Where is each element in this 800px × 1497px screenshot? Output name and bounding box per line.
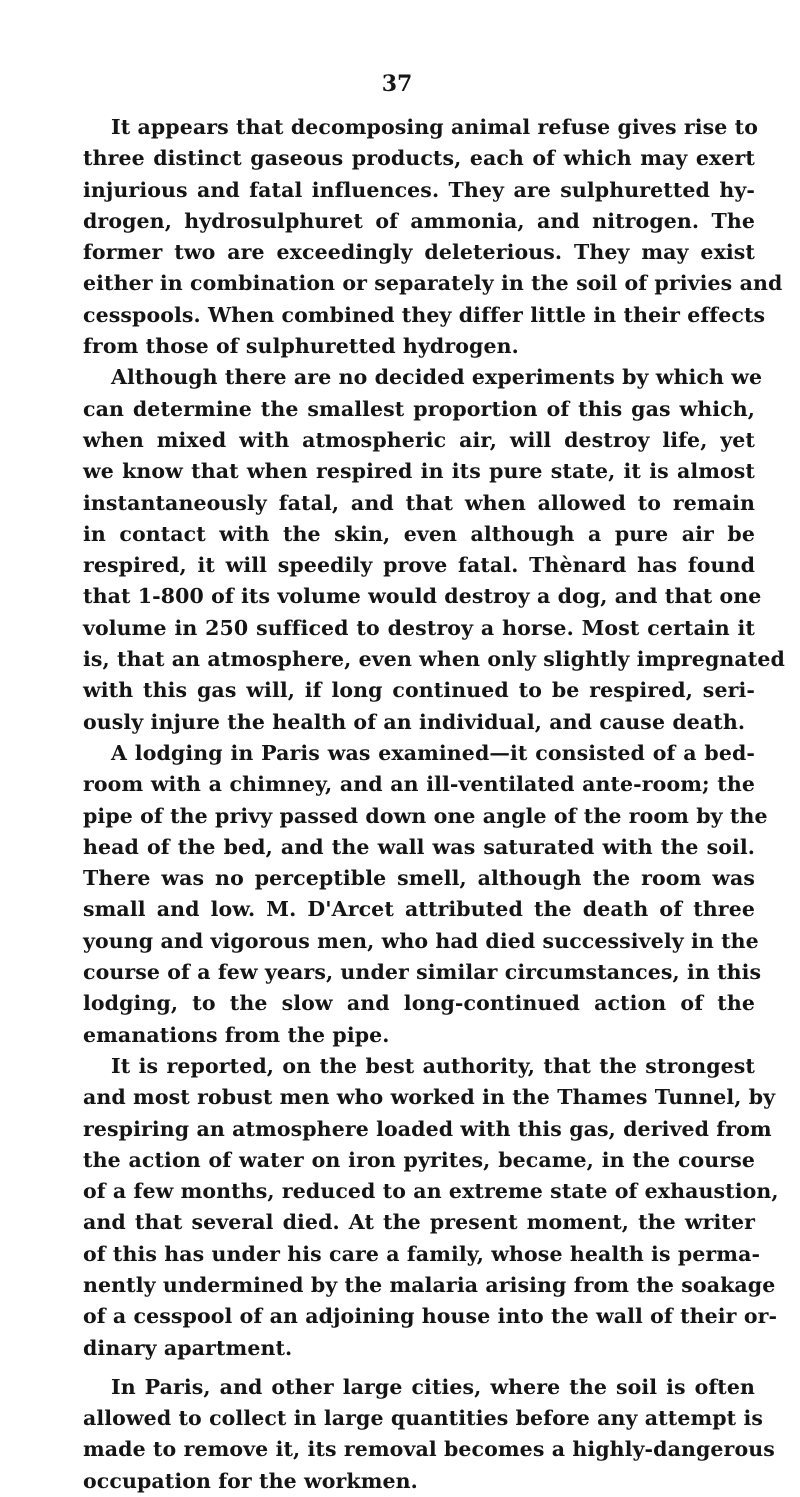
text-line: three distinct gaseous products, each of which may exert xyxy=(83,146,755,171)
text-line: volume in 250 sufficed to destroy a horse. Most certain it xyxy=(83,615,755,640)
text-line: when mixed with atmospheric air, will destroy life, yet xyxy=(83,427,755,452)
text-line: former two are exceedingly deleterious. They may exist xyxy=(83,240,755,265)
text-line: small and low. M. D'Arcet attributed the death of three xyxy=(83,897,755,922)
text-line: A lodging in Paris was examined—it consisted of a bed- xyxy=(111,740,755,765)
paragraph-4 xyxy=(83,1051,779,1364)
text-line: in contact with the skin, even although a pure air be xyxy=(83,521,755,546)
text-line: In Paris, and other large cities, where the soil is often xyxy=(111,1374,755,1399)
text-line: of a cesspool of an adjoining house into the wall of their or- xyxy=(83,1304,778,1329)
text-line: drogen, hydrosulphuret of ammonia, and nitrogen. The xyxy=(83,208,755,233)
text-line: lodging, to the slow and long-continued action of the xyxy=(83,991,755,1016)
text-line: from those of sulphuretted hydrogen. xyxy=(83,334,519,359)
body-text xyxy=(83,112,785,1497)
text-line: cesspools. When combined they differ little in their effects xyxy=(83,302,766,327)
text-line: head of the bed, and the wall was saturated with the soil. xyxy=(83,834,755,859)
text-line: emanations from the pipe. xyxy=(83,1022,390,1047)
text-line: we know that when respired in its pure state, it is almost xyxy=(83,459,755,484)
text-line: There was no perceptible smell, although the room was xyxy=(83,866,755,891)
paragraph-2 xyxy=(83,362,785,738)
text-line: and that several died. At the present moment, the writer xyxy=(83,1210,755,1235)
text-line: room with a chimney, and an ill-ventilated ante-room; the xyxy=(83,772,755,797)
paragraph-5 xyxy=(83,1372,775,1497)
text-line: respired, it will speedily prove fatal. Thènard has found xyxy=(83,553,755,578)
text-line: Although there are no decided experiments by which we xyxy=(111,365,763,390)
text-line: allowed to collect in large quantities before any attempt is xyxy=(83,1406,764,1431)
text-line: course of a few years, under similar circumstances, in this xyxy=(83,960,762,985)
paragraph-1 xyxy=(83,112,783,362)
text-line: respiring an atmosphere loaded with this gas, derived from xyxy=(83,1116,772,1141)
text-line: ously injure the health of an individual, and cause death. xyxy=(83,709,746,734)
text-line: either in combination or separately in the soil of privies and xyxy=(83,271,783,296)
text-line: dinary apartment. xyxy=(83,1335,293,1360)
text-line: pipe of the privy passed down one angle of the room by the xyxy=(83,803,768,828)
text-line: made to remove it, its removal becomes a highly-dangerous xyxy=(83,1437,775,1462)
text-line: that 1-800 of its volume would destroy a dog, and that one xyxy=(83,584,762,609)
paragraph-3 xyxy=(83,738,768,1051)
page-number: 37 xyxy=(381,71,413,97)
text-line: It is reported, on the best authority, that the strongest xyxy=(111,1053,755,1078)
text-line: injurious and fatal influences. They are sulphuretted hy- xyxy=(83,177,755,202)
text-line: with this gas will, if long continued to be respired, seri- xyxy=(83,678,755,703)
text-line: occupation for the workmen. xyxy=(83,1468,418,1493)
text-line: can determine the smallest proportion of this gas which, xyxy=(83,396,755,421)
text-line: young and vigorous men, who had died successively in the xyxy=(83,928,759,953)
text-line: nently undermined by the malaria arising from the soakage xyxy=(83,1272,776,1297)
paragraph-spacer xyxy=(83,1364,755,1372)
text-line: is, that an atmosphere, even when only slightly impregnated xyxy=(83,647,785,672)
text-line: and most robust men who worked in the Thames Tunnel, by xyxy=(83,1085,776,1110)
text-line: of this has under his care a family, whose health is perma- xyxy=(83,1241,761,1266)
text-line: instantaneously fatal, and that when allowed to remain xyxy=(83,490,755,515)
text-line: It appears that decomposing animal refuse gives rise to xyxy=(111,115,759,139)
text-line: the action of water on iron pyrites, became, in the course xyxy=(83,1147,755,1172)
text-line: of a few months, reduced to an extreme state of exhaustion, xyxy=(83,1179,779,1204)
